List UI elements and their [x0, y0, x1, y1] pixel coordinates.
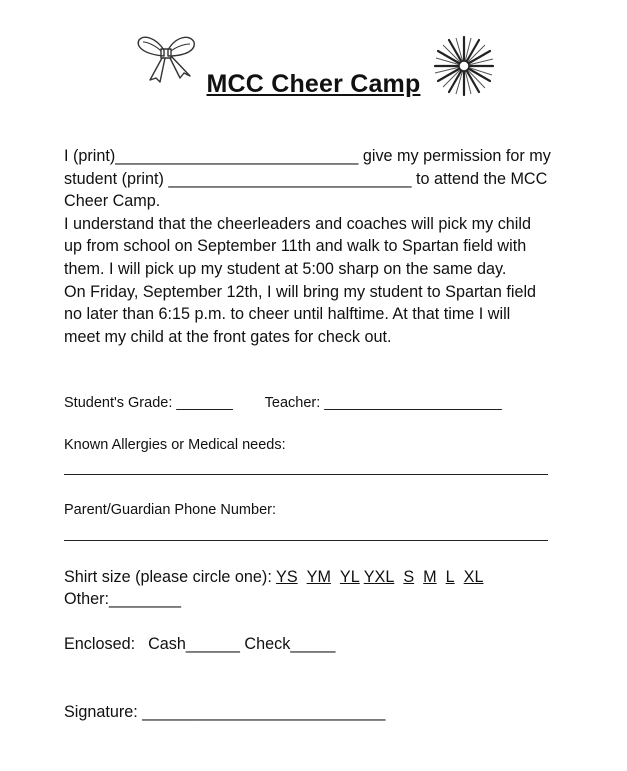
signature-label: Signature:: [64, 703, 143, 721]
shirt-size-ys[interactable]: YS: [276, 568, 298, 586]
student-name-blank[interactable]: ___________________________: [168, 169, 412, 188]
shirt-size-xl[interactable]: XL: [463, 568, 484, 586]
shirt-size-yxl[interactable]: YXL: [363, 568, 395, 586]
shirt-size-label: Shirt size (please circle one):: [64, 568, 277, 586]
shirt-size-m[interactable]: M: [423, 568, 437, 586]
print-label: I (print): [64, 147, 116, 165]
allergies-label: Known Allergies or Medical needs:: [64, 437, 286, 453]
shirt-size-ym[interactable]: YM: [306, 568, 331, 586]
body-line-8: no later than 6:15 p.m. to cheer until halftime. At that time I will: [64, 305, 511, 324]
page-title: MCC Cheer Camp: [206, 70, 421, 98]
permission-paragraph: [64, 145, 584, 348]
shirt-size-row: [64, 568, 483, 587]
teacher-blank[interactable]: ______________________: [324, 395, 502, 411]
grade-teacher-row: [64, 395, 502, 411]
body-line-1: [64, 145, 584, 168]
grade-blank[interactable]: _______: [176, 395, 233, 411]
cash-blank[interactable]: ______: [185, 635, 240, 653]
phone-label: Parent/Guardian Phone Number:: [64, 502, 276, 518]
body-line-7: On Friday, September 12th, I will bring my student to Spartan field: [64, 282, 537, 301]
other-blank[interactable]: ________: [108, 590, 182, 608]
body-line-9: meet my child at the front gates for check out.: [64, 327, 392, 346]
parent-name-blank[interactable]: ___________________________: [115, 147, 359, 165]
check-label: Check: [244, 635, 291, 653]
student-print-label: student (print): [64, 169, 169, 188]
signature-row: [64, 703, 385, 722]
shirt-size-l[interactable]: L: [445, 568, 455, 586]
shirt-size-s[interactable]: S: [403, 568, 415, 586]
phone-line[interactable]: [64, 540, 548, 541]
body-line-4: I understand that the cheerleaders and coaches will pick my child: [64, 214, 531, 233]
teacher-label: Teacher:: [264, 395, 321, 411]
grade-label: Student's Grade:: [64, 395, 173, 411]
cash-label: Cash: [148, 635, 186, 653]
enclosed-row: [64, 635, 335, 654]
body-line-5: up from school on September 11th and walk to Spartan field with: [64, 237, 527, 256]
body-line-6: them. I will pick up my student at 5:00 sharp on the same day.: [64, 259, 507, 278]
other-label: Other:: [64, 590, 109, 608]
check-blank[interactable]: _____: [290, 635, 336, 653]
enclosed-label: Enclosed:: [64, 635, 136, 653]
other-row: [64, 590, 181, 609]
allergies-line[interactable]: [64, 474, 548, 475]
body-line-3: Cheer Camp.: [64, 192, 161, 211]
permission-text: give my permission for my: [358, 147, 551, 165]
signature-blank[interactable]: ___________________________: [142, 703, 386, 721]
attend-text: to attend the MCC: [411, 169, 548, 188]
shirt-size-yl[interactable]: YL: [339, 568, 360, 586]
body-line-2: [64, 168, 584, 191]
